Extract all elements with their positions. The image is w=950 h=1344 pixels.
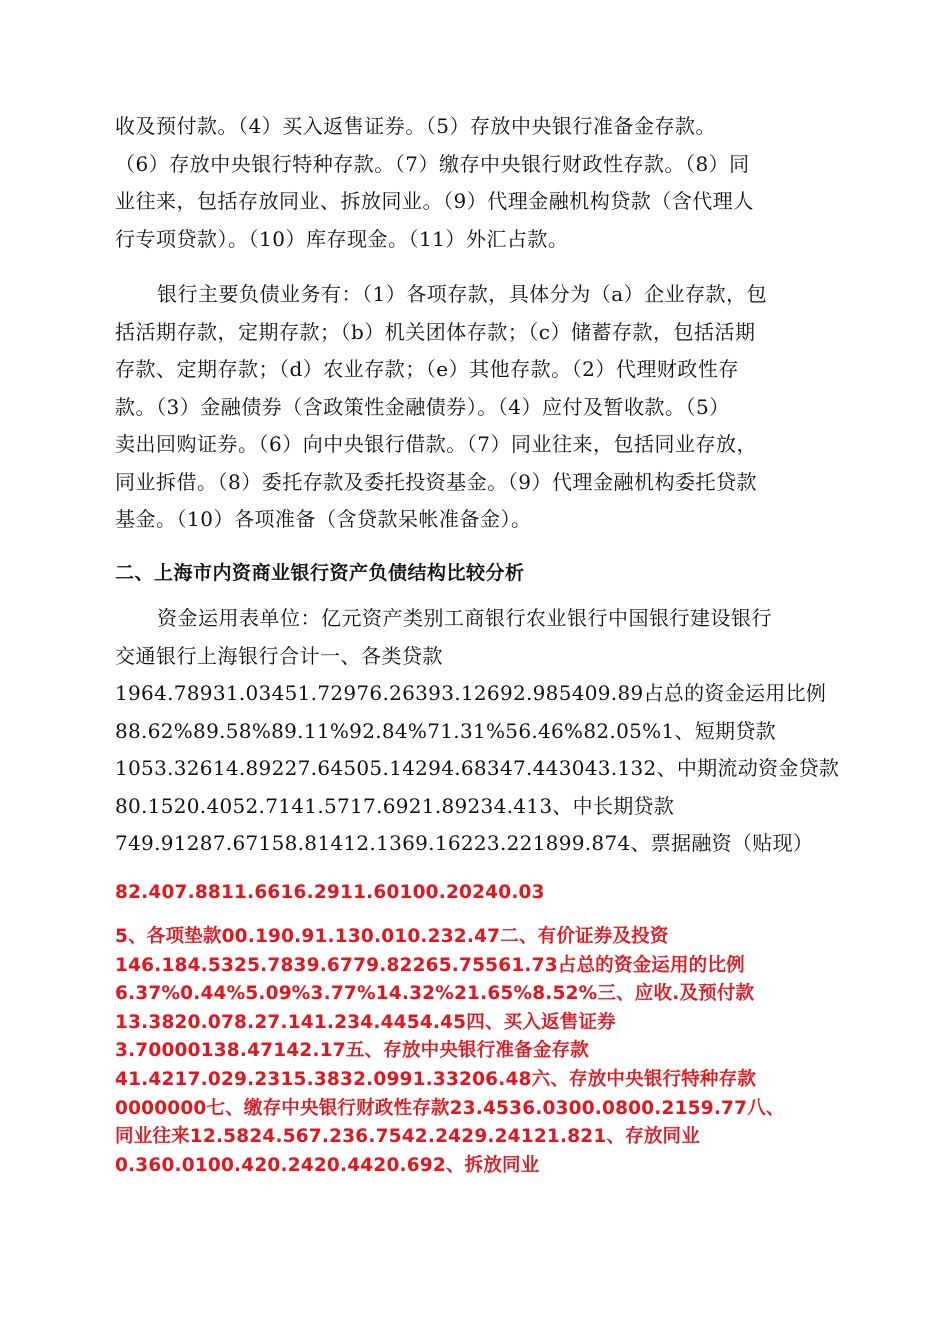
text-line: 资金运用表单位：亿元资产类别工商银行农业银行中国银行建设银行 <box>157 606 772 630</box>
text-line: 存款、定期存款；（d）农业存款；（e）其他存款。（2）代理财政性存 <box>115 357 739 381</box>
paragraph-asset-business <box>115 108 837 258</box>
red-text-line: 3.70000138.47142.17五、存放中央银行准备金存款 <box>115 1040 589 1062</box>
red-text-line: 0000000七、缴存中央银行财政性存款23.4536.0300.0800.2159.77八、 <box>115 1097 785 1119</box>
text-line: 基金。（10）各项准备（含贷款呆帐准备金）。 <box>115 507 532 531</box>
red-text-line: 146.184.5325.7839.6779.82265.75561.73占总的资金运用的比例 <box>115 954 745 976</box>
text-line: 1964.78931.03451.72976.26393.12692.985409.89占总的资金运用比例 <box>115 681 827 705</box>
text-line: 银行主要负债业务有：（1）各项存款，具体分为（a）企业存款，包 <box>157 282 768 306</box>
red-text-line: 41.4217.029.2315.3832.0991.33206.48六、存放中央银行特种存款 <box>115 1069 757 1091</box>
text-line: 749.91287.67158.81412.1369.16223.221899.874、票据融资（贴现） <box>115 831 814 855</box>
document-page <box>115 108 840 1180</box>
red-text-line: 同业往来12.5824.567.236.7542.2429.24121.821、存放同业 <box>115 1126 700 1148</box>
text-line: 括活期存款，定期存款；（b）机关团体存款；（c）储蓄存款，包括活期 <box>115 319 756 344</box>
red-text-line: 0.360.0100.420.2420.4420.692、拆放同业 <box>115 1154 540 1176</box>
text-line: 行专项贷款）。（10）库存现金。（11）外汇占款。 <box>115 226 569 251</box>
section-heading: 二、上海市内资商业银行资产负债结构比较分析 <box>115 561 525 584</box>
paragraph-liability-business <box>115 276 837 539</box>
red-text-line: 6.37%0.44%5.09%3.77%14.32%21.65%8.52%三、应收.及预付款 <box>115 983 755 1005</box>
text-line: 收及预付款。（4）买入返售证券。（5）存放中央银行准备金存款。 <box>115 114 716 138</box>
text-line: 1053.32614.89227.64505.14294.68347.443043.132、中期流动资金贷款 <box>115 756 840 780</box>
text-line: 交通银行上海银行合计一、各类贷款 <box>115 643 443 668</box>
red-text-line: 13.3820.078.27.141.234.4454.45四、买入返售证券 <box>115 1011 616 1033</box>
text-line: 款。（3）金融债券（含政策性金融债券）。（4）应付及暂收款。（5） <box>115 394 730 419</box>
text-line: （6）存放中央银行特种存款。（7）缴存中央银行财政性存款。（8）同 <box>115 151 750 176</box>
text-line: 同业拆借。（8）委托存款及委托投资基金。（9）代理金融机构委托贷款 <box>115 469 757 494</box>
text-line: 88.62%89.58%89.11%92.84%71.31%56.46%82.05%1、短期贷款 <box>115 718 776 743</box>
red-text-line: 5、各项垫款00.190.91.130.010.232.47二、有价证券及投资 <box>115 926 669 948</box>
text-line: 80.1520.4052.7141.5717.6921.89234.413、中长期贷款 <box>115 793 675 818</box>
red-text-line: 82.407.8811.6616.2911.60100.20240.03 <box>115 881 545 903</box>
fund-usage-table-text <box>115 600 840 863</box>
text-line: 卖出回购证券。（6）向中央银行借款。（7）同业往来，包括同业存放， <box>115 432 757 456</box>
highlighted-red-text <box>115 879 837 1181</box>
text-line: 业往来，包括存放同业、拆放同业。（9）代理金融机构贷款（含代理人 <box>115 189 754 213</box>
